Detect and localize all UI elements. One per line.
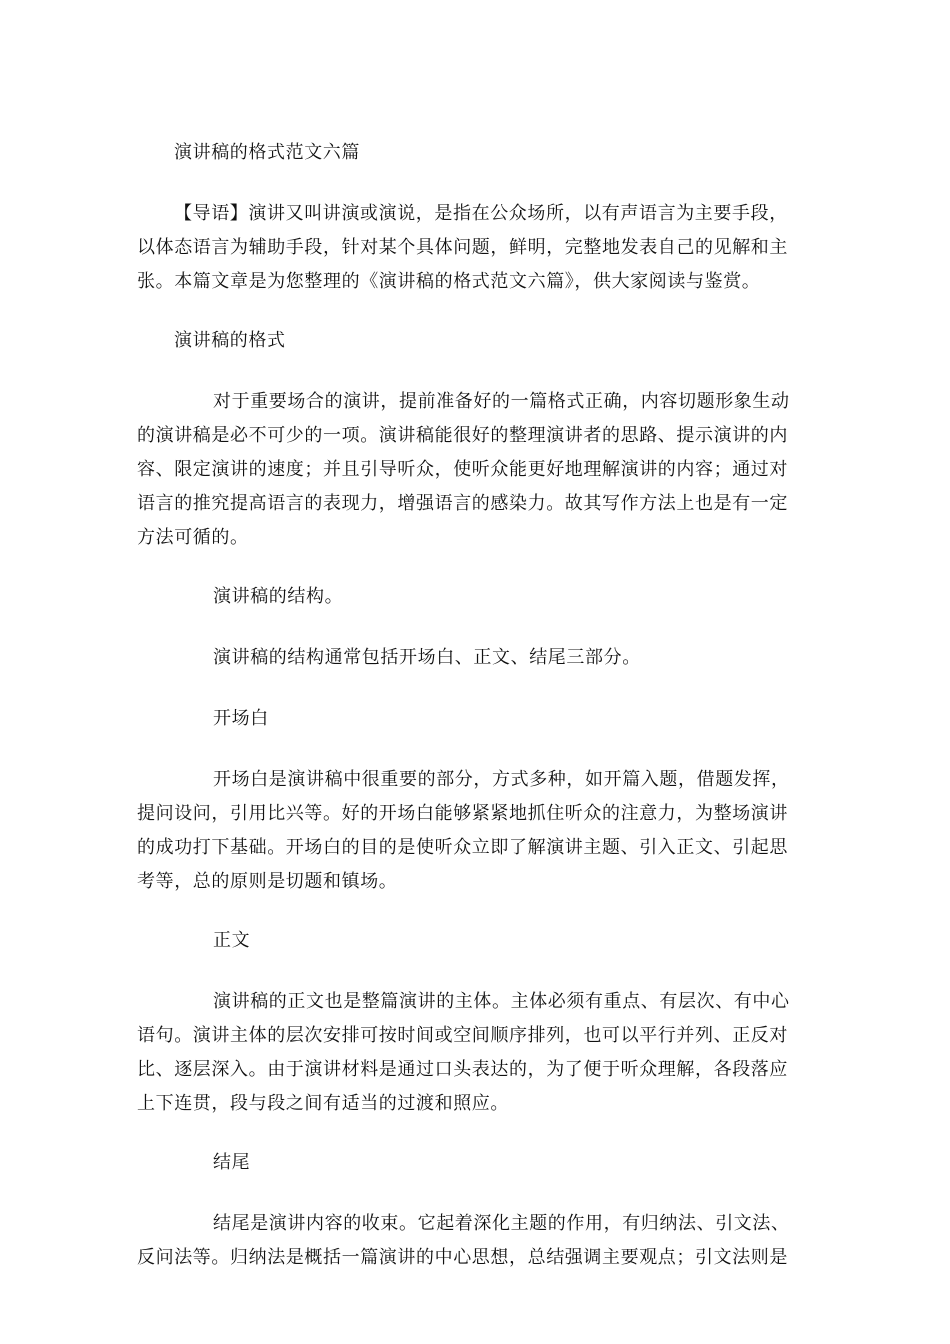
document-title: 演讲稿的格式范文六篇 <box>174 142 360 163</box>
structure-text: 演讲稿的结构通常包括开场白、正文、结尾三部分。 <box>213 647 641 668</box>
paragraph-line: 上下连贯，段与段之间有适当的过渡和照应。 <box>137 1093 509 1114</box>
paragraph-line: 结尾是演讲内容的收束。它起着深化主题的作用，有归纳法、引文法、 <box>213 1213 790 1234</box>
paragraph-line: 的成功打下基础。开场白的目的是使听众立即了解演讲主题、引入正文、引起思 <box>137 837 788 858</box>
paragraph-line: 考等，总的原则是切题和镇场。 <box>137 871 398 892</box>
paragraph-line: 方法可循的。 <box>137 527 249 548</box>
paragraph-line: 反问法等。归纳法是概括一篇演讲的中心思想，总结强调主要观点；引文法则是 <box>137 1247 788 1268</box>
paragraph-line: 的演讲稿是必不可少的一项。演讲稿能很好的整理演讲者的思路、提示演讲的内 <box>137 425 788 446</box>
paragraph-line: 容、限定演讲的速度；并且引导听众，使听众能更好地理解演讲的内容；通过对 <box>137 459 788 480</box>
ending-heading: 结尾 <box>213 1152 251 1173</box>
paragraph-line: 对于重要场合的演讲，提前准备好的一篇格式正确，内容切题形象生动 <box>213 391 790 412</box>
paragraph-line: 演讲稿的正文也是整篇演讲的主体。主体必须有重点、有层次、有中心 <box>213 991 790 1012</box>
paragraph-line: 语句。演讲主体的层次安排可按时间或空间顺序排列，也可以平行并列、正反对 <box>137 1025 788 1046</box>
intro-line: 张。本篇文章是为您整理的《演讲稿的格式范文六篇》，供大家阅读与鉴赏。 <box>137 271 761 292</box>
opening-heading: 开场白 <box>213 708 269 729</box>
section-heading: 演讲稿的格式 <box>174 330 286 351</box>
document-body <box>137 136 809 1275</box>
paragraph-line: 提问设问，引用比兴等。好的开场白能够紧紧地抓住听众的注意力，为整场演讲 <box>137 803 788 824</box>
structure-heading: 演讲稿的结构。 <box>213 586 344 607</box>
paragraph-line: 开场白是演讲稿中很重要的部分，方式多种，如开篇入题，借题发挥， <box>213 769 790 790</box>
paragraph-line: 比、逐层深入。由于演讲材料是通过口头表达的，为了便于听众理解，各段落应 <box>137 1059 788 1080</box>
body-heading: 正文 <box>213 930 251 951</box>
intro-line: 【导语】演讲又叫讲演或演说，是指在公众场所，以有声语言为主要手段， <box>174 203 788 224</box>
paragraph-line: 语言的推究提高语言的表现力，增强语言的感染力。故其写作方法上也是有一定 <box>137 493 788 514</box>
intro-line: 以体态语言为辅助手段，针对某个具体问题，鲜明，完整地发表自己的见解和主 <box>137 237 788 258</box>
